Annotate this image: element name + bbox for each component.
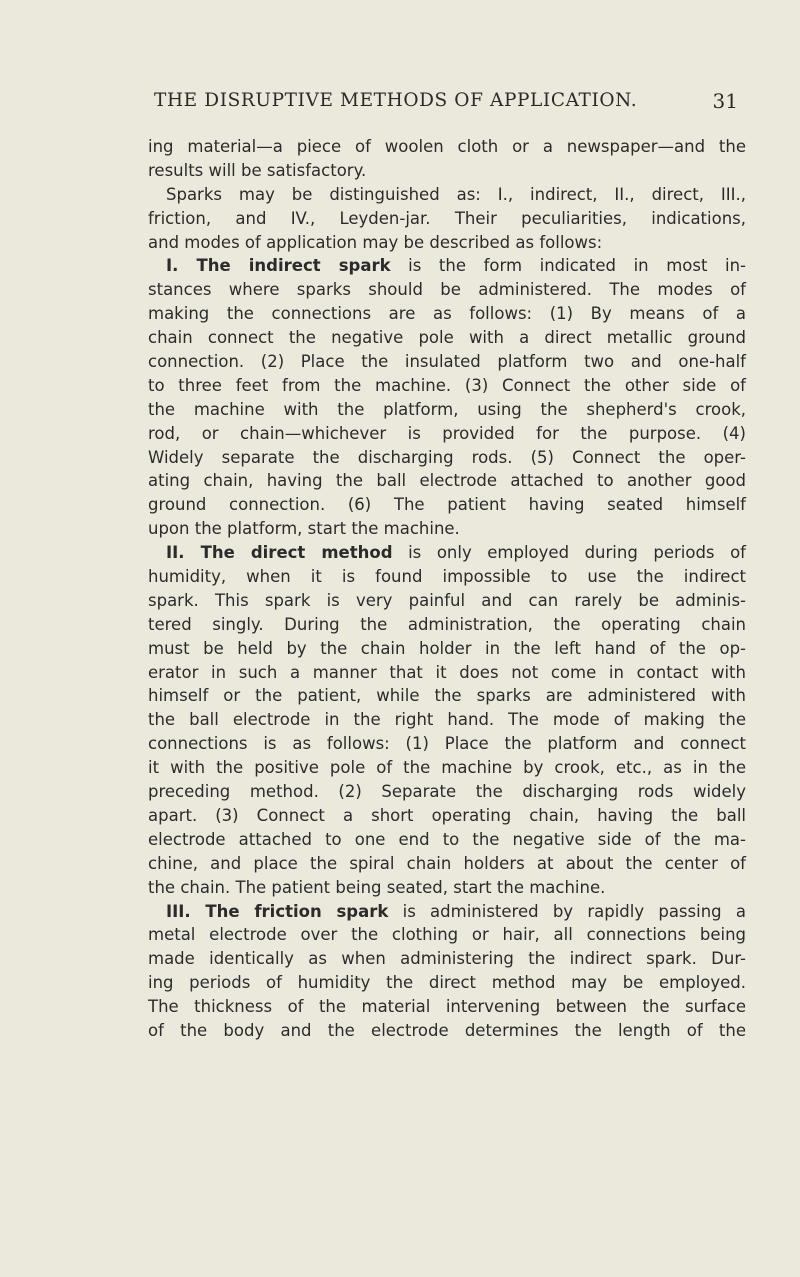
text-line (148, 756, 746, 780)
line-text: stances where sparks should be administered. The modes of (148, 280, 746, 300)
text-line (148, 1019, 746, 1043)
line-text: must be held by the chain holder in the left hand of the op- (148, 638, 746, 658)
text-line (148, 780, 746, 804)
text-line (148, 852, 746, 876)
line-text: himself or the patient, while the sparks are administered with (148, 686, 746, 706)
text-line (148, 684, 746, 708)
text-line (148, 278, 746, 302)
line-text: ground connection. (6) The patient having seated himself (148, 495, 746, 515)
line-text: preceding method. (2) Separate the discharging rods widely (148, 782, 746, 802)
line-text: humidity, when it is found impossible to use the indirect (148, 567, 746, 587)
section-lead: I. The indirect spark (166, 256, 391, 276)
line-text: is administered by rapidly passing a (388, 901, 746, 921)
line-text: Sparks may be distinguished as: I., indirect, II., direct, III., (166, 184, 746, 204)
text-line (148, 828, 746, 852)
text-line (148, 541, 746, 565)
text-line (148, 326, 746, 350)
text-line (148, 422, 746, 446)
text-line (148, 708, 746, 732)
text-line (148, 469, 746, 493)
text-line (148, 493, 746, 517)
line-text: making the connections are as follows: (1) By means of a (148, 304, 746, 324)
line-text: of the body and the electrode determines the length of the (148, 1020, 746, 1040)
text-line (148, 732, 746, 756)
line-text: apart. (3) Connect a short operating chain, having the ball (148, 805, 746, 825)
line-text: and modes of application may be described as follows: (148, 232, 603, 252)
line-text: the ball electrode in the right hand. The mode of making the (148, 710, 746, 730)
section-lead: II. The direct method (166, 543, 393, 563)
text-line (148, 661, 746, 685)
text-line (148, 995, 746, 1019)
line-text: friction, and IV., Leyden-jar. Their peculiarities, indications, (148, 208, 746, 228)
line-text: tered singly. During the administration, the operating chain (148, 614, 746, 634)
text-line (148, 900, 746, 924)
text-line (148, 135, 746, 159)
text-line (148, 159, 746, 183)
text-line (148, 517, 746, 541)
line-text: to three feet from the machine. (3) Connect the other side of (148, 375, 746, 395)
line-text: made identically as when administering the indirect spark. Dur- (148, 949, 746, 969)
line-text: connections is as follows: (1) Place the platform and connect (148, 734, 746, 754)
page-number: 31 (712, 89, 738, 113)
text-line (148, 350, 746, 374)
text-line (148, 565, 746, 589)
text-line (148, 183, 746, 207)
line-text: metal electrode over the clothing or hair, all connections being (148, 925, 746, 945)
line-text: ating chain, having the ball electrode attached to another good (148, 471, 746, 491)
text-line (148, 398, 746, 422)
line-text: is only employed during periods of (392, 543, 746, 563)
text-line (148, 374, 746, 398)
line-text: results will be satisfactory. (148, 160, 367, 180)
line-text: connection. (2) Place the insulated platform two and one-half (148, 352, 746, 372)
text-line (148, 589, 746, 613)
line-text: spark. This spark is very painful and can rarely be adminis- (148, 590, 746, 610)
text-line (148, 207, 746, 231)
line-text: it with the positive pole of the machine by crook, etc., as in the (148, 758, 746, 778)
line-text: the chain. The patient being seated, start the machine. (148, 877, 606, 897)
text-line (148, 302, 746, 326)
line-text: rod, or chain—whichever is provided for the purpose. (4) (148, 423, 746, 443)
line-text: is the form indicated in most in- (390, 256, 746, 276)
text-line (148, 923, 746, 947)
line-text: ing material—a piece of woolen cloth or a newspaper—and the (148, 137, 746, 156)
line-text: Widely separate the discharging rods. (5) Connect the oper- (148, 447, 746, 467)
text-line (148, 254, 746, 278)
text-line (148, 876, 746, 900)
running-title: THE DISRUPTIVE METHODS OF APPLICATION. (154, 90, 638, 111)
line-text: chain connect the negative pole with a direct metallic ground (148, 328, 746, 348)
text-line (148, 947, 746, 971)
line-text: The thickness of the material intervening between the surface (148, 997, 746, 1017)
text-line (148, 613, 746, 637)
line-text: upon the platform, start the machine. (148, 519, 460, 539)
text-line (148, 637, 746, 661)
text-line (148, 446, 746, 470)
body-text (148, 135, 746, 1043)
text-line (148, 804, 746, 828)
line-text: ing periods of humidity the direct method may be employed. (148, 973, 746, 993)
line-text: the machine with the platform, using the shepherd's crook, (148, 399, 746, 419)
section-lead: III. The friction spark (166, 901, 389, 921)
line-text: erator in such a manner that it does not come in contact with (148, 662, 746, 682)
page-header (148, 90, 746, 118)
text-line (148, 231, 746, 255)
text-line (148, 971, 746, 995)
line-text: electrode attached to one end to the negative side of the ma- (148, 829, 746, 849)
line-text: chine, and place the spiral chain holders at about the center of (148, 853, 746, 873)
